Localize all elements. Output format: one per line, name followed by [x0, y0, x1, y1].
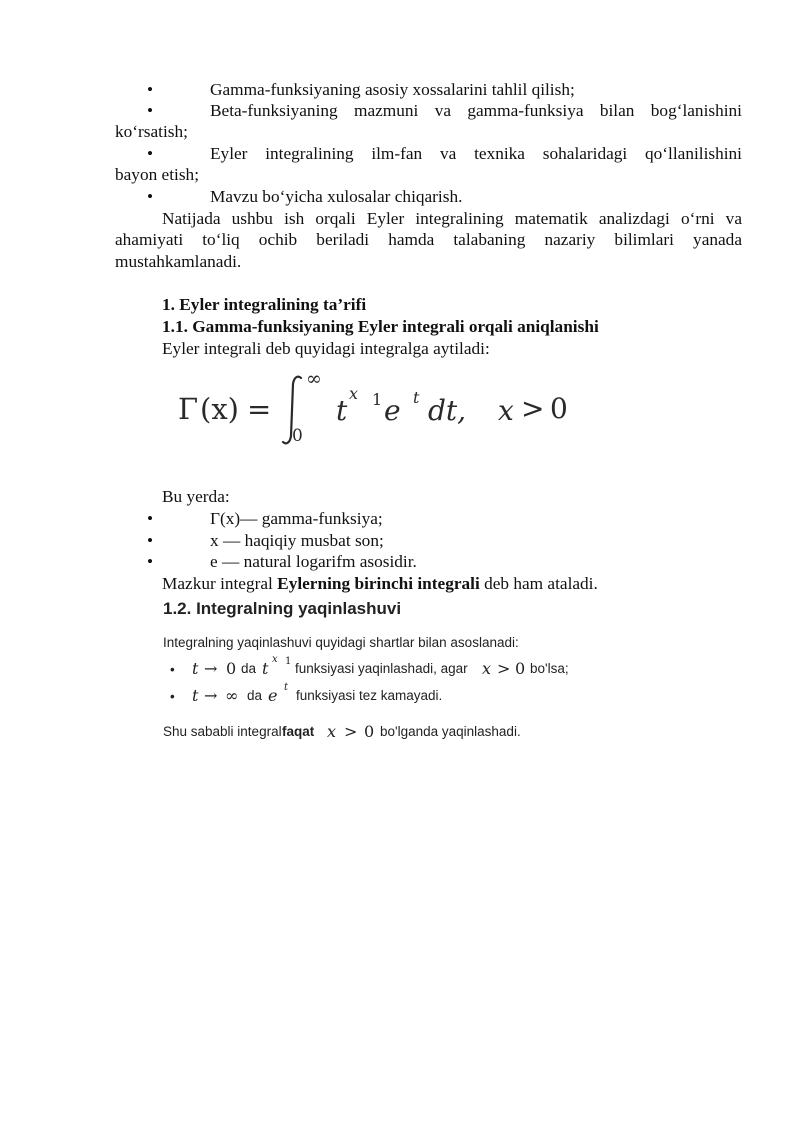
bullet-marker: •: [146, 552, 154, 571]
item-text: funksiyasi yaqinlashadi, agar: [295, 661, 468, 676]
math-t: t: [192, 686, 199, 705]
formula-exponent-t: t: [413, 388, 420, 407]
math-arrow: →: [204, 686, 218, 705]
bullet-marker: •: [146, 187, 154, 206]
text-da: da: [241, 661, 257, 676]
convergence-item: [192, 682, 752, 710]
math-t: t: [192, 659, 199, 678]
condition-greater-than: >: [521, 392, 545, 425]
math-x: x: [482, 659, 492, 678]
closing-text: deb ham ataladi.: [479, 574, 598, 593]
closing-text: Mazkur integral: [162, 574, 278, 593]
bullet-marker: •: [170, 662, 175, 677]
bullet-text-continuation: ko‘rsatish;: [115, 122, 188, 141]
item-text: funksiyasi tez kamayadi.: [296, 688, 443, 703]
closing-bold-text: Eylerning birinchi integrali: [277, 574, 480, 593]
formula-exponent-1: 1: [372, 390, 383, 409]
bullet-text-continuation: bayon etish;: [115, 165, 199, 184]
math-infinity: ∞: [225, 686, 239, 705]
definition-item: e — natural logarifm asosidir.: [210, 552, 417, 571]
bullet-marker: •: [146, 531, 154, 550]
text-da: da: [247, 688, 263, 703]
bullet-text: Mavzu bo‘yicha xulosalar chiqarish.: [210, 187, 463, 206]
bullet-marker: •: [146, 101, 154, 120]
math-gt: >: [497, 659, 511, 678]
math-zero: 0: [226, 659, 237, 678]
bullet-marker: •: [146, 144, 154, 163]
closing-text: bo'lganda yaqinlashadi.: [380, 724, 521, 739]
math-exponent-1: 1: [285, 656, 292, 667]
convergence-item: [192, 654, 752, 683]
condition-variable: x: [498, 394, 514, 427]
math-exponent-x: x: [272, 654, 278, 665]
integral-lower-limit: 0: [292, 426, 303, 446]
subsection-heading: 1.2. Integralning yaqinlashuvi: [163, 599, 402, 618]
subsection-heading: 1.1. Gamma-funksiyaning Eyler integrali orqali aniqlanishi: [162, 317, 599, 336]
math-e: e: [268, 686, 278, 705]
formula-exponent-x: x: [349, 384, 359, 403]
paragraph-line: mustahkamlanadi.: [115, 252, 242, 271]
bullet-text: Eyler integralining ilm-fan va texnika sohalaridagi qo‘llanilishini: [210, 144, 742, 163]
bullet-text: Beta-funksiyaning mazmuni va gamma-funksiya bilan bog‘lanishini: [210, 101, 742, 120]
definitions-lead: Bu yerda:: [162, 487, 230, 506]
gamma-symbol: Γ: [178, 392, 199, 426]
condition-zero: 0: [550, 392, 568, 425]
integral-upper-limit: ∞: [306, 368, 322, 390]
math-exponent-t: t: [284, 682, 289, 693]
bullet-marker: •: [146, 80, 154, 99]
formula-base-e: e: [384, 394, 401, 427]
convergence-intro: Integralning yaqinlashuvi quyidagi shartlar bilan asoslanadi:: [163, 635, 519, 650]
equals-sign: =: [247, 392, 272, 426]
closing-bold-text: faqat: [282, 724, 315, 739]
bullet-text: Gamma-funksiyaning asosiy xossalarini tahlil qilish;: [210, 80, 575, 99]
math-zero: 0: [515, 659, 526, 678]
formula-lhs-argument: (x): [200, 392, 239, 426]
item-text: bo'lsa;: [530, 661, 569, 676]
formula-differential: dt,: [428, 394, 467, 427]
formula-intro-text: Eyler integrali deb quyidagi integralga aytiladi:: [162, 339, 490, 358]
bullet-marker: •: [146, 509, 154, 528]
definitions-closing: [162, 573, 598, 595]
bullet-marker: •: [170, 689, 175, 704]
definition-item: Γ(x)— gamma-funksiya;: [210, 509, 383, 528]
closing-text: Shu sababli integral: [163, 724, 282, 739]
math-x: x: [327, 722, 337, 741]
gamma-integral-formula: [176, 370, 576, 450]
math-t: t: [262, 659, 269, 678]
paragraph-line: ahamiyati to‘liq ochib beriladi hamda talabaning nazariy bilimlari yanada: [115, 230, 742, 249]
section-heading: 1. Eyler integralining ta’rifi: [162, 295, 367, 314]
formula-base-t: t: [336, 394, 348, 427]
definition-item: x — haqiqiy musbat son;: [210, 531, 384, 550]
math-gt: >: [344, 722, 358, 741]
paragraph-line: Natijada ushbu ish orqali Eyler integralining matematik analizdagi o‘rni va: [162, 209, 742, 228]
math-arrow: →: [204, 659, 218, 678]
math-zero: 0: [364, 722, 375, 741]
convergence-closing: [163, 722, 663, 746]
